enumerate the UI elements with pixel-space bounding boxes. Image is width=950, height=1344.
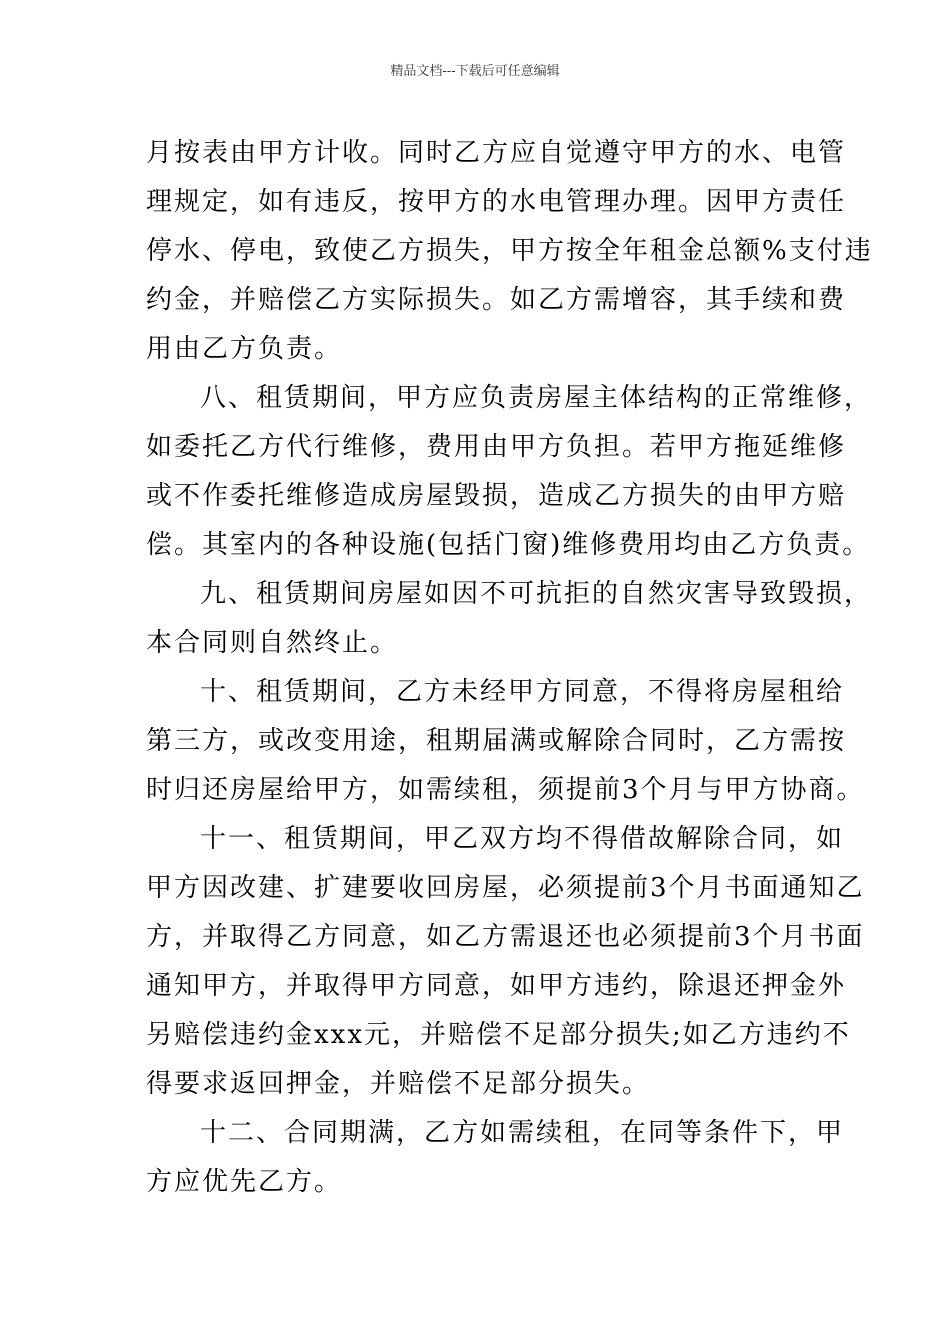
text-line: 第三方，或改变用途，租期届满或解除合同时，乙方需按 [146, 726, 847, 756]
text-line: 如委托乙方代行维修，费用由甲方负担。若甲方拖延维修 [146, 432, 847, 462]
paragraph-start-line: 九、租赁期间房屋如因不可抗拒的自然灾害导致毁损， [200, 579, 873, 609]
text-line: 另赔偿违约金xxx元，并赔偿不足部分损失;如乙方违约不 [146, 1020, 851, 1050]
text-line: 或不作委托维修造成房屋毁损，造成乙方损失的由甲方赔 [146, 481, 847, 511]
text-line: 甲方因改建、扩建要收回房屋，必须提前3个月书面通知乙 [146, 873, 865, 903]
text-line: 月按表由甲方计收。同时乙方应自觉遵守甲方的水、电管 [146, 138, 847, 168]
text-line: 约金，并赔偿乙方实际损失。如乙方需增容，其手续和费 [146, 285, 847, 315]
text-line: 偿。其室内的各种设施(包括门窗)维修费用均由乙方负责。 [146, 530, 871, 560]
page-header: 精品文档---下载后可任意编辑 [390, 64, 560, 79]
text-line: 停水、停电，致使乙方损失，甲方按全年租金总额%支付违 [146, 236, 873, 266]
text-line: 方应优先乙方。 [146, 1167, 343, 1197]
text-line: 通知甲方，并取得甲方同意，如甲方违约，除退还押金外 [146, 971, 847, 1001]
text-line: 理规定，如有违反，按甲方的水电管理办理。因甲方责任 [146, 187, 847, 217]
paragraph-start-line: 十二、合同期满，乙方如需续租，在同等条件下，甲 [200, 1118, 845, 1148]
text-line: 本合同则自然终止。 [146, 628, 399, 658]
paragraph-start-line: 八、租赁期间，甲方应负责房屋主体结构的正常维修， [200, 383, 873, 413]
document-body [146, 129, 873, 1207]
text-line: 得要求返回押金，并赔偿不足部分损失。 [146, 1069, 651, 1099]
text-line: 用由乙方负责。 [146, 334, 343, 364]
paragraph-start-line: 十、租赁期间，乙方未经甲方同意，不得将房屋租给 [200, 677, 845, 707]
paragraph-start-line: 十一、租赁期间，甲乙双方均不得借故解除合同，如 [200, 824, 845, 854]
text-line: 方，并取得乙方同意，如乙方需退还也必须提前3个月书面 [146, 922, 865, 952]
text-line: 时归还房屋给甲方，如需续租，须提前3个月与甲方协商。 [146, 775, 865, 805]
